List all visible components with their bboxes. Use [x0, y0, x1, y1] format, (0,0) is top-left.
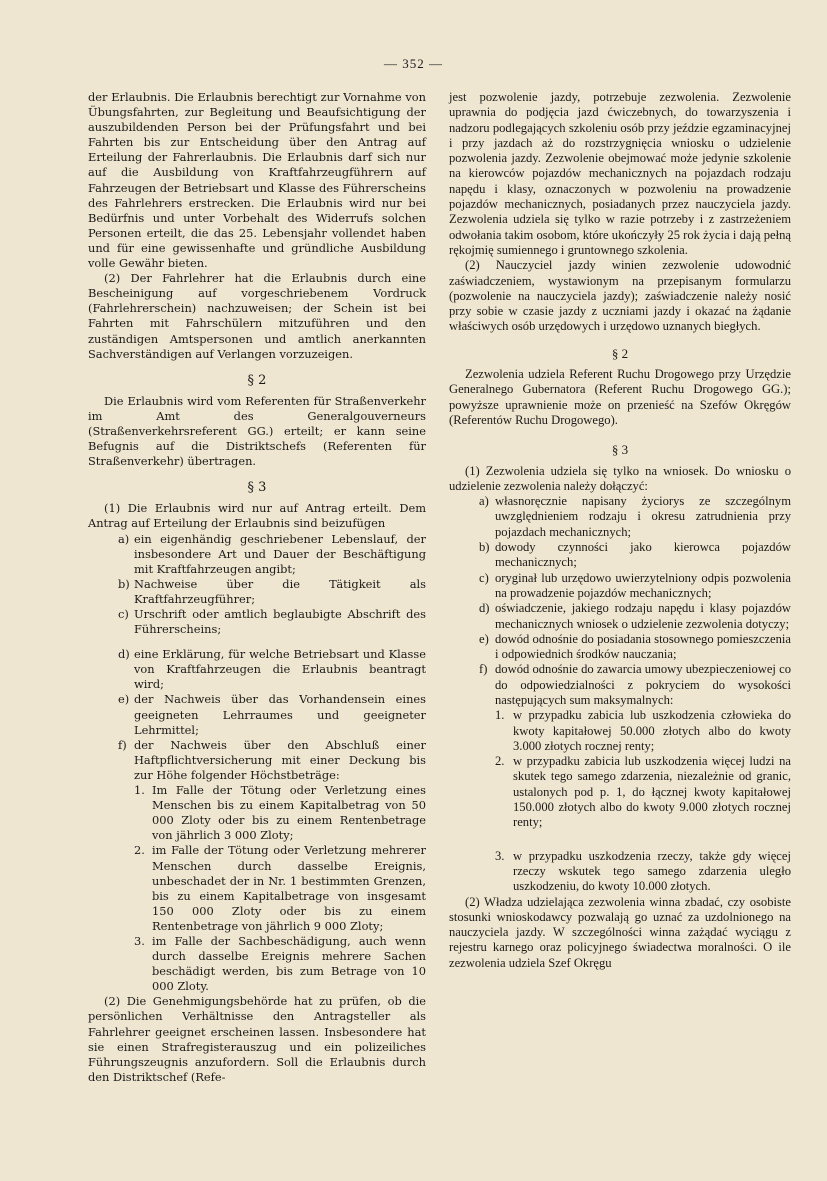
list-item: 3. im Falle der Sachbeschädigung, auch wenn durch dasselbe Ereignis mehrere Sachen beschädigt werden, bis zum Betrage von 10 000 Zloty.: [134, 933, 426, 994]
polish-paragraph-2: (2) Nauczyciel jazdy winien zezwolenie udowodnić zaświadczeniem, wystawionym na przepisanym formularzu (pozwolenie na nauczyciela jazdy); zaświadczenie należy nosić przy sobie w czasie jazdy z uczniami jazdy i okazać na żądanie właściwych osób urzędowych i urzędowo uznanych biegłych.: [449, 258, 791, 334]
polish-section-2-title: § 2: [611, 345, 629, 361]
polish-section-3-title: § 3: [611, 442, 629, 458]
list-item: 1. w przypadku zabicia lub uszkodzenia człowieka do kwoty kapitałowej 50.000 złotych albo do kwoty 3.000 złotych rocznej renty;: [495, 708, 791, 753]
list-item: 3. w przypadku uszkodzenia rzeczy, także gdy więcej rzeczy wskutek tego samego zdarzenia uległo uszkodzeniu, do kwoty 10.000 złotych.: [495, 848, 791, 894]
list-item: e) der Nachweis über das Vorhandensein eines geeigneten Lehrraumes und geeigneter Lehrmittel;: [118, 692, 426, 737]
list-item: d) oświadczenie, jakiego rodzaju napędu i klasy pojazdów mechanicznych wniosek o udzielenie zezwolenia dotyczy;: [479, 601, 791, 631]
list-item: f) der Nachweis über den Abschluß einer Haftpflichtversicherung mit einer Deckung bis zur Höhe folgender Höchstbeträge: 1. Im Falle der Tötung oder Verletzung eines Menschen bis zu einem Kapitalbetrag von 50 000 Zloty oder bis zu einem Rentenbetrage von jährlich 3 000 Zloty; 2. im Falle der Tötung oder Verletzung mehrerer Menschen durch dasselbe Ereignis, unbeschadet der in Nr. 1 bestimmten Grenzen, bis zu einem Kapitalbetrage von insgesamt 150 000 Zloty oder bis zu einem Rentenbetrage von jährlich 9 000 Zloty; 3. im Falle der Sachbeschädigung, auch wenn durch dasselbe Ereignis mehrere Sachen beschädigt werden, bis zum Betrage von 10 000 Zloty.: [118, 737, 426, 994]
polish-subitem-list: [495, 708, 791, 894]
german-subitem-list: [134, 783, 426, 994]
german-intro: der Erlaubnis. Die Erlaubnis berechtigt zur Vornahme von Übungsfahrten, zur Begleitung und Beaufsichtigung der auszubildenden Person bei der Prüfungsfahrt und bei Fahrten bis zur Entscheidung über den Antrag auf Erteilung der Fahrerlaubnis. Die Erlaubnis darf sich nur auf die Ausbildung von Kraftfahrzeugführern auf Fahrzeugen der Betriebsart und Klasse des Führerscheins des Fahrlehrers erstrecken. Die Erlaubnis wird nur bei Bedürfnis und unter Vorbehalt des Widerrufs solchen Personen erteilt, die das 25. Lebensjahr vollendet haben und für eine gewissenhafte und gründliche Ausbildung volle Gewähr bieten.: [88, 90, 426, 271]
german-paragraph-2: (2) Der Fahrlehrer hat die Erlaubnis durch eine Bescheinigung auf vorgeschriebenem Vordruck (Fahrlehrerschein) nachzuweisen; der Schein ist bei Fahrten mit Fahrschülern mitzuführen und den zuständigen Amtspersonen und amtlich anerkannten Sachverständigen auf Verlangen vorzuzeigen.: [88, 271, 426, 361]
list-item: d) eine Erklärung, für welche Betriebsart und Klasse von Kraftfahrzeugen die Erlaubnis beantragt wird;: [118, 647, 426, 692]
list-item: 2. w przypadku zabicia lub uszkodzenia więcej ludzi na skutek tego samego zdarzenia, niezależnie od granic, ustalonych pod p. 1, do łącznej kwoty kapitałowej 150.000 złotych albo do kwoty 9.000 złotych rocznej renty;: [495, 754, 791, 830]
list-item: c) oryginał lub urzędowo uwierzytelniony odpis pozwolenia na prowadzenie pojazdów mechanicznych;: [479, 570, 791, 600]
list-item: 1. Im Falle der Tötung oder Verletzung eines Menschen bis zu einem Kapitalbetrag von 50 000 Zloty oder bis zu einem Rentenbetrage von jährlich 3 000 Zloty;: [134, 783, 426, 843]
polish-column: [449, 90, 791, 971]
list-item: c) Urschrift oder amtlich beglaubigte Abschrift des Führerscheins;: [118, 607, 426, 637]
polish-intro: jest pozwolenie jazdy, potrzebuje zezwolenia. Zezwolenie uprawnia do podjęcia jazd ćwiczebnych, do towarzyszenia i nadzoru podlegających szkoleniu osób przy jeździe egzaminacyjnej i przy jazdach aż do rozstrzygnięcia wniosku o udzielenie pozwolenia jazdy. Zezwolenie obejmować może jedynie szkolenie na kierowców pojazdów mechanicznych na pojazdach rodzaju napędu i klasy, oznaczonych w pozwoleniu na prowadzenie pojazdów mechanicznych, posiadanych przez nauczyciela jazdy. Zezwolenia udziela się tylko w razie potrzeby i z zastrzeżeniem odwołania takim osobom, które ukończyły 25 rok życia i dają pełną rękojmię sumiennego i gruntownego szkolenia.: [449, 90, 791, 257]
list-item: a) własnoręcznie napisany życiorys ze szczególnym uwzględnieniem rodzaju i okresu zatrudnienia przy pojazdach mechanicznych;: [479, 494, 791, 539]
polish-section-2-text: Zezwolenia udziela Referent Ruchu Drogowego przy Urzędzie Generalnego Gubernatora (Referent Ruchu Drogowego GG.); powyższe uprawnienie może on przenieść na Szefów Okręgów (Referentów Ruchu Drogowego).: [449, 367, 791, 427]
german-section-3-title: § 3: [247, 480, 267, 496]
polish-section-3-intro: (1) Zezwolenia udziela się tylko na wniosek. Do wniosku o udzielenie zezwolenia należy dołączyć:: [449, 463, 791, 493]
german-section-3-paragraph-2: (2) Die Genehmigungsbehörde hat zu prüfen, ob die persönlichen Verhältnisse den Antragsteller als Fahrlehrer geeignet erscheinen lassen. Insbesondere hat sie einen Strafregisterauszug und ein polizeiliches Führungszeugnis anzufordern. Soll die Erlaubnis durch den Distriktschef (Refe-: [88, 994, 426, 1084]
list-item: b) Nachweise über die Tätigkeit als Kraftfahrzeugführer;: [118, 576, 426, 606]
list-item: f) dowód odnośnie do zawarcia umowy ubezpieczeniowej co do odpowiedzialności z pokryciem do wysokości następujących sum maksymalnych: 1. w przypadku zabicia lub uszkodzenia człowieka do kwoty kapitałowej 50.000 złotych albo do kwoty 3.000 złotych rocznej renty; 2. w przypadku zabicia lub uszkodzenia więcej ludzi na skutek tego samego zdarzenia, niezależnie od granic, ustalonych pod p. 1, do łącznej kwoty kapitałowej 150.000 złotych albo do kwoty 9.000 złotych rocznej renty; 3. w przypadku uszkodzenia rzeczy, także gdy więcej rzeczy wskutek tego samego zdarzenia uległo uszkodzeniu, do kwoty 10.000 złotych.: [479, 662, 791, 894]
list-item: e) dowód odnośnie do posiadania stosownego pomieszczenia i odpowiednich środków nauczania;: [479, 631, 791, 662]
polish-item-list: [449, 494, 791, 894]
german-column: [88, 90, 426, 1085]
german-section-3-intro: (1) Die Erlaubnis wird nur auf Antrag erteilt. Dem Antrag auf Erteilung der Erlaubnis sind beizufügen: [88, 501, 426, 531]
list-item: a) ein eigenhändig geschriebener Lebenslauf, der insbesondere Art und Dauer der Beschäftigung mit Kraftfahrzeugen angibt;: [118, 531, 426, 576]
german-item-list: [88, 532, 426, 995]
list-item: b) dowody czynności jako kierowca pojazdów mechanicznych;: [479, 540, 791, 570]
list-item: 2. im Falle der Tötung oder Verletzung mehrerer Menschen durch dasselbe Ereignis, unbeschadet der in Nr. 1 bestimmten Grenzen, bis zu einem Kapitalbetrage von insgesamt 150 000 Zloty oder bis zu einem Rentenbetrage von jährlich 9 000 Zloty;: [134, 843, 426, 933]
german-section-2-text: Die Erlaubnis wird vom Referenten für Straßenverkehr im Amt des Generalgouverneurs (Straßenverkehrsreferent GG.) erteilt; er kann seine Befugnis auf die Distriktschefs (Referenten für Straßenverkehr) übertragen.: [88, 393, 426, 469]
german-section-2-title: § 2: [247, 372, 267, 388]
page-number: — 352 —: [384, 56, 443, 71]
polish-section-3-paragraph-2: (2) Władza udzielająca zezwolenia winna zbadać, czy osobiste stosunki wnioskodawcy pozwalają go uznać za uzdolnionego na nauczyciela jazdy. W szczególności winna zażądać wyciągu z rejestru karnego oraz policyjnego świadectwa moralności. O ile zezwolenia udziela Szef Okręgu: [449, 894, 791, 970]
